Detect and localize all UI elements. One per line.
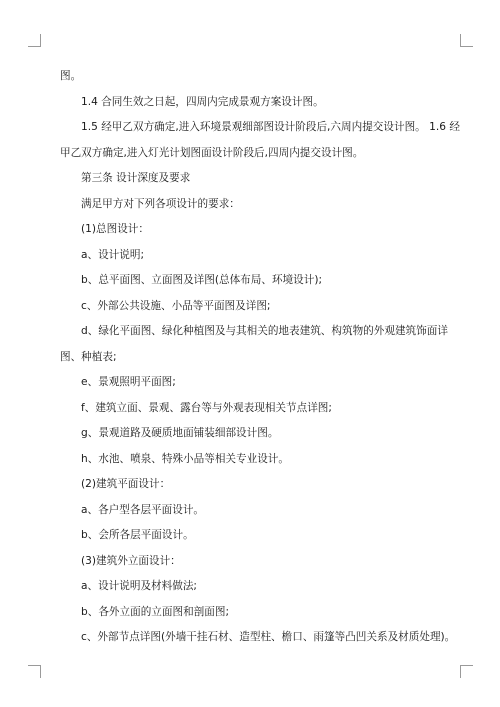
text-line: c、外部公共设施、小品等平面图及详图; (81, 299, 271, 312)
text-line: a、设计说明; (81, 248, 145, 261)
text-line: h、水池、喷泉、特殊小品等相关专业设计。 (81, 452, 289, 465)
crop-mark-bottom-right (460, 665, 473, 678)
text-line: 甲乙双方确定,进入灯光计划图面设计阶段后,四周内提交设计图。 (60, 146, 364, 159)
text-line: b、会所各层平面设计。 (81, 529, 194, 541)
text-line: a、设计说明及材料做法; (81, 580, 197, 592)
text-line: 图。 (60, 70, 82, 82)
crop-mark-bottom-left (28, 665, 41, 678)
text-line: g、景观道路及硬质地面铺装细部设计图。 (81, 427, 279, 439)
crop-mark-top-left (28, 34, 41, 47)
text-line: 1.5 经甲乙双方确定,进入环境景观细部图设计阶段后,六周内提交设计图。 1.6 经 (81, 121, 460, 133)
text-line: c、外部节点详图(外墙干挂石材、造型柱、檐口、雨篷等凸凹关系及材质处理)。 (81, 631, 456, 643)
text-line: (1)总图设计： (81, 223, 149, 235)
text-line: e、景观照明平面图; (81, 376, 176, 388)
text-line: 第三条 设计深度及要求 (81, 172, 191, 184)
text-line: (2)建筑平面设计： (81, 478, 171, 490)
crop-mark-top-right (460, 34, 473, 47)
text-line: d、绿化平面图、绿化种植图及与其相关的地表建筑、构筑物的外观建筑饰面详 (81, 325, 448, 337)
text-line: 满足甲方对下列各项设计的要求： (81, 197, 240, 210)
text-line: 图、种植表; (60, 350, 117, 363)
text-line: 1.4 合同生效之日起，四周内完成景观方案设计图。 (81, 95, 324, 108)
text-line: f、建筑立面、景观、露台等与外观表现相关节点详图; (81, 401, 332, 414)
document-body (60, 64, 460, 651)
text-line: b、总平面图、立面图及详图(总体布局、环境设计); (81, 274, 323, 286)
text-line: b、各外立面的立面图和剖面图; (81, 605, 230, 618)
text-line: (3)建筑外立面设计： (81, 554, 181, 567)
text-line: a、各户型各层平面设计。 (81, 503, 205, 516)
